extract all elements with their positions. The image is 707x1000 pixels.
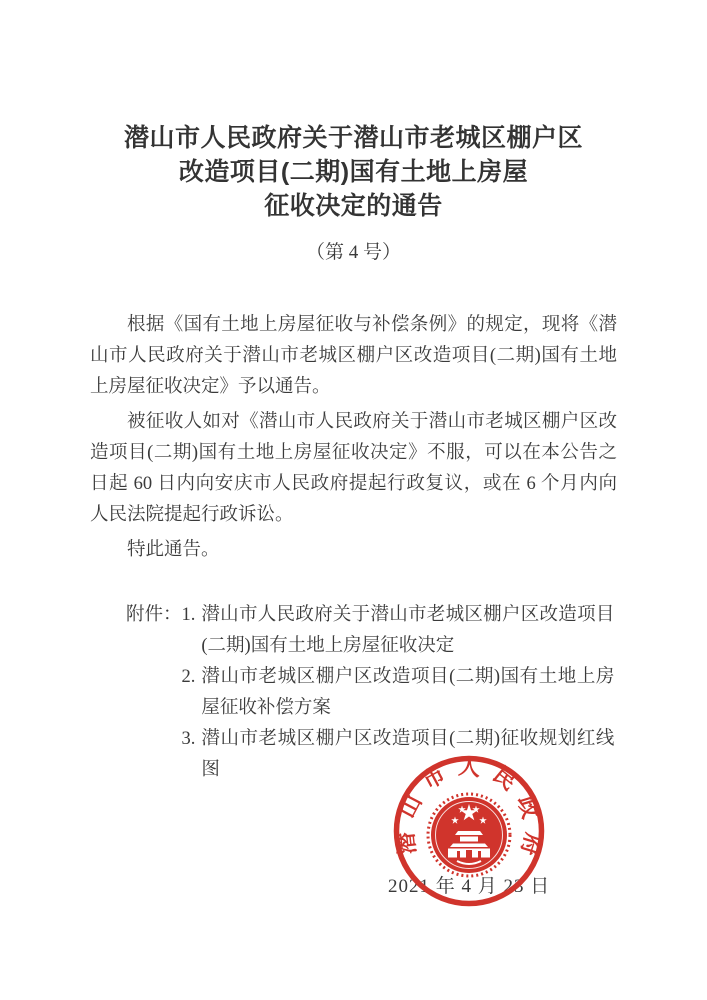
paragraph-basis: 根据《国有土地上房屋征收与补偿条例》的规定，现将《潜山市人民政府关于潜山市老城区棚户区改造项目(二期)国有土地上房屋征收决定》予以通告。 [90, 314, 617, 397]
title-line-2: 改造项目(二期)国有土地上房屋 [178, 157, 529, 186]
attachments-label: 附件： [126, 604, 182, 625]
seal-org-text: 潜山市人民政府 [391, 753, 547, 870]
government-seal-icon [391, 753, 547, 909]
paragraph-appeal-rights: 被征收人如对《潜山市人民政府关于潜山市老城区棚户区改造项目(二期)国有土地上房屋征收决定》不服，可以在本公告之日起 60 日内向安庆市人民政府提起行政复议，或在 6 个月内向人民法院提起行政诉讼。 [90, 411, 617, 525]
document-number: （第 4 号） [305, 241, 401, 263]
attachment-number: 3. [181, 728, 196, 749]
attachment-number: 2. [181, 666, 196, 687]
issue-date: 2021 年 4 月 23 日 [388, 876, 551, 897]
government-seal [391, 753, 547, 909]
document-title [90, 121, 617, 223]
attachment-number: 1. [181, 604, 196, 625]
title-line-3: 征收决定的通告 [264, 191, 443, 220]
attachment-title: 潜山市老城区棚户区改造项目(二期)国有土地上房屋征收补偿方案 [201, 666, 615, 718]
title-line-1: 潜山市人民政府关于潜山市老城区棚户区 [123, 123, 583, 152]
attachment-title: 潜山市老城区棚户区改造项目(二期)征收规划红线图 [201, 728, 615, 780]
document-body [90, 310, 617, 566]
paragraph-closing: 特此通告。 [127, 539, 220, 560]
attachment-item-2 [182, 662, 615, 724]
attachment-item-1 [182, 600, 615, 662]
national-emblem-icon [428, 794, 510, 876]
attachment-title: 潜山市人民政府关于潜山市老城区棚户区改造项目(二期)国有土地上房屋征收决定 [201, 604, 615, 656]
